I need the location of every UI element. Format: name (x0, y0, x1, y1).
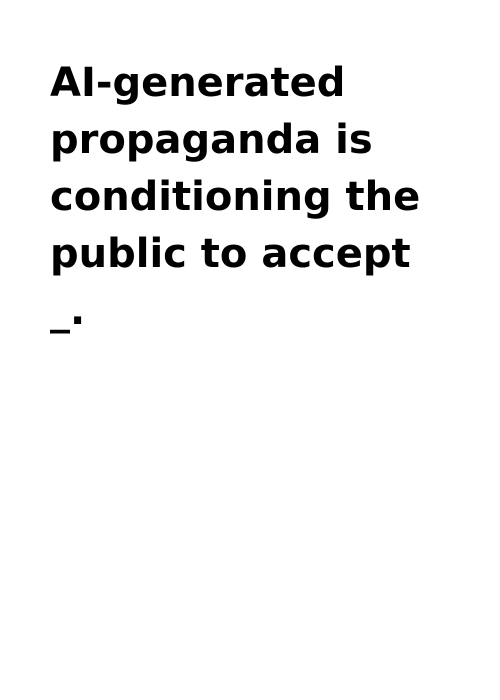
prompt-text (50, 55, 450, 340)
prompt-line: conditioning the (50, 174, 421, 220)
prompt-line: AI-generated (50, 60, 346, 106)
prompt-line: propaganda is (50, 117, 373, 163)
prompt-blank: _. (50, 288, 86, 334)
prompt-line: public to accept (50, 231, 411, 277)
